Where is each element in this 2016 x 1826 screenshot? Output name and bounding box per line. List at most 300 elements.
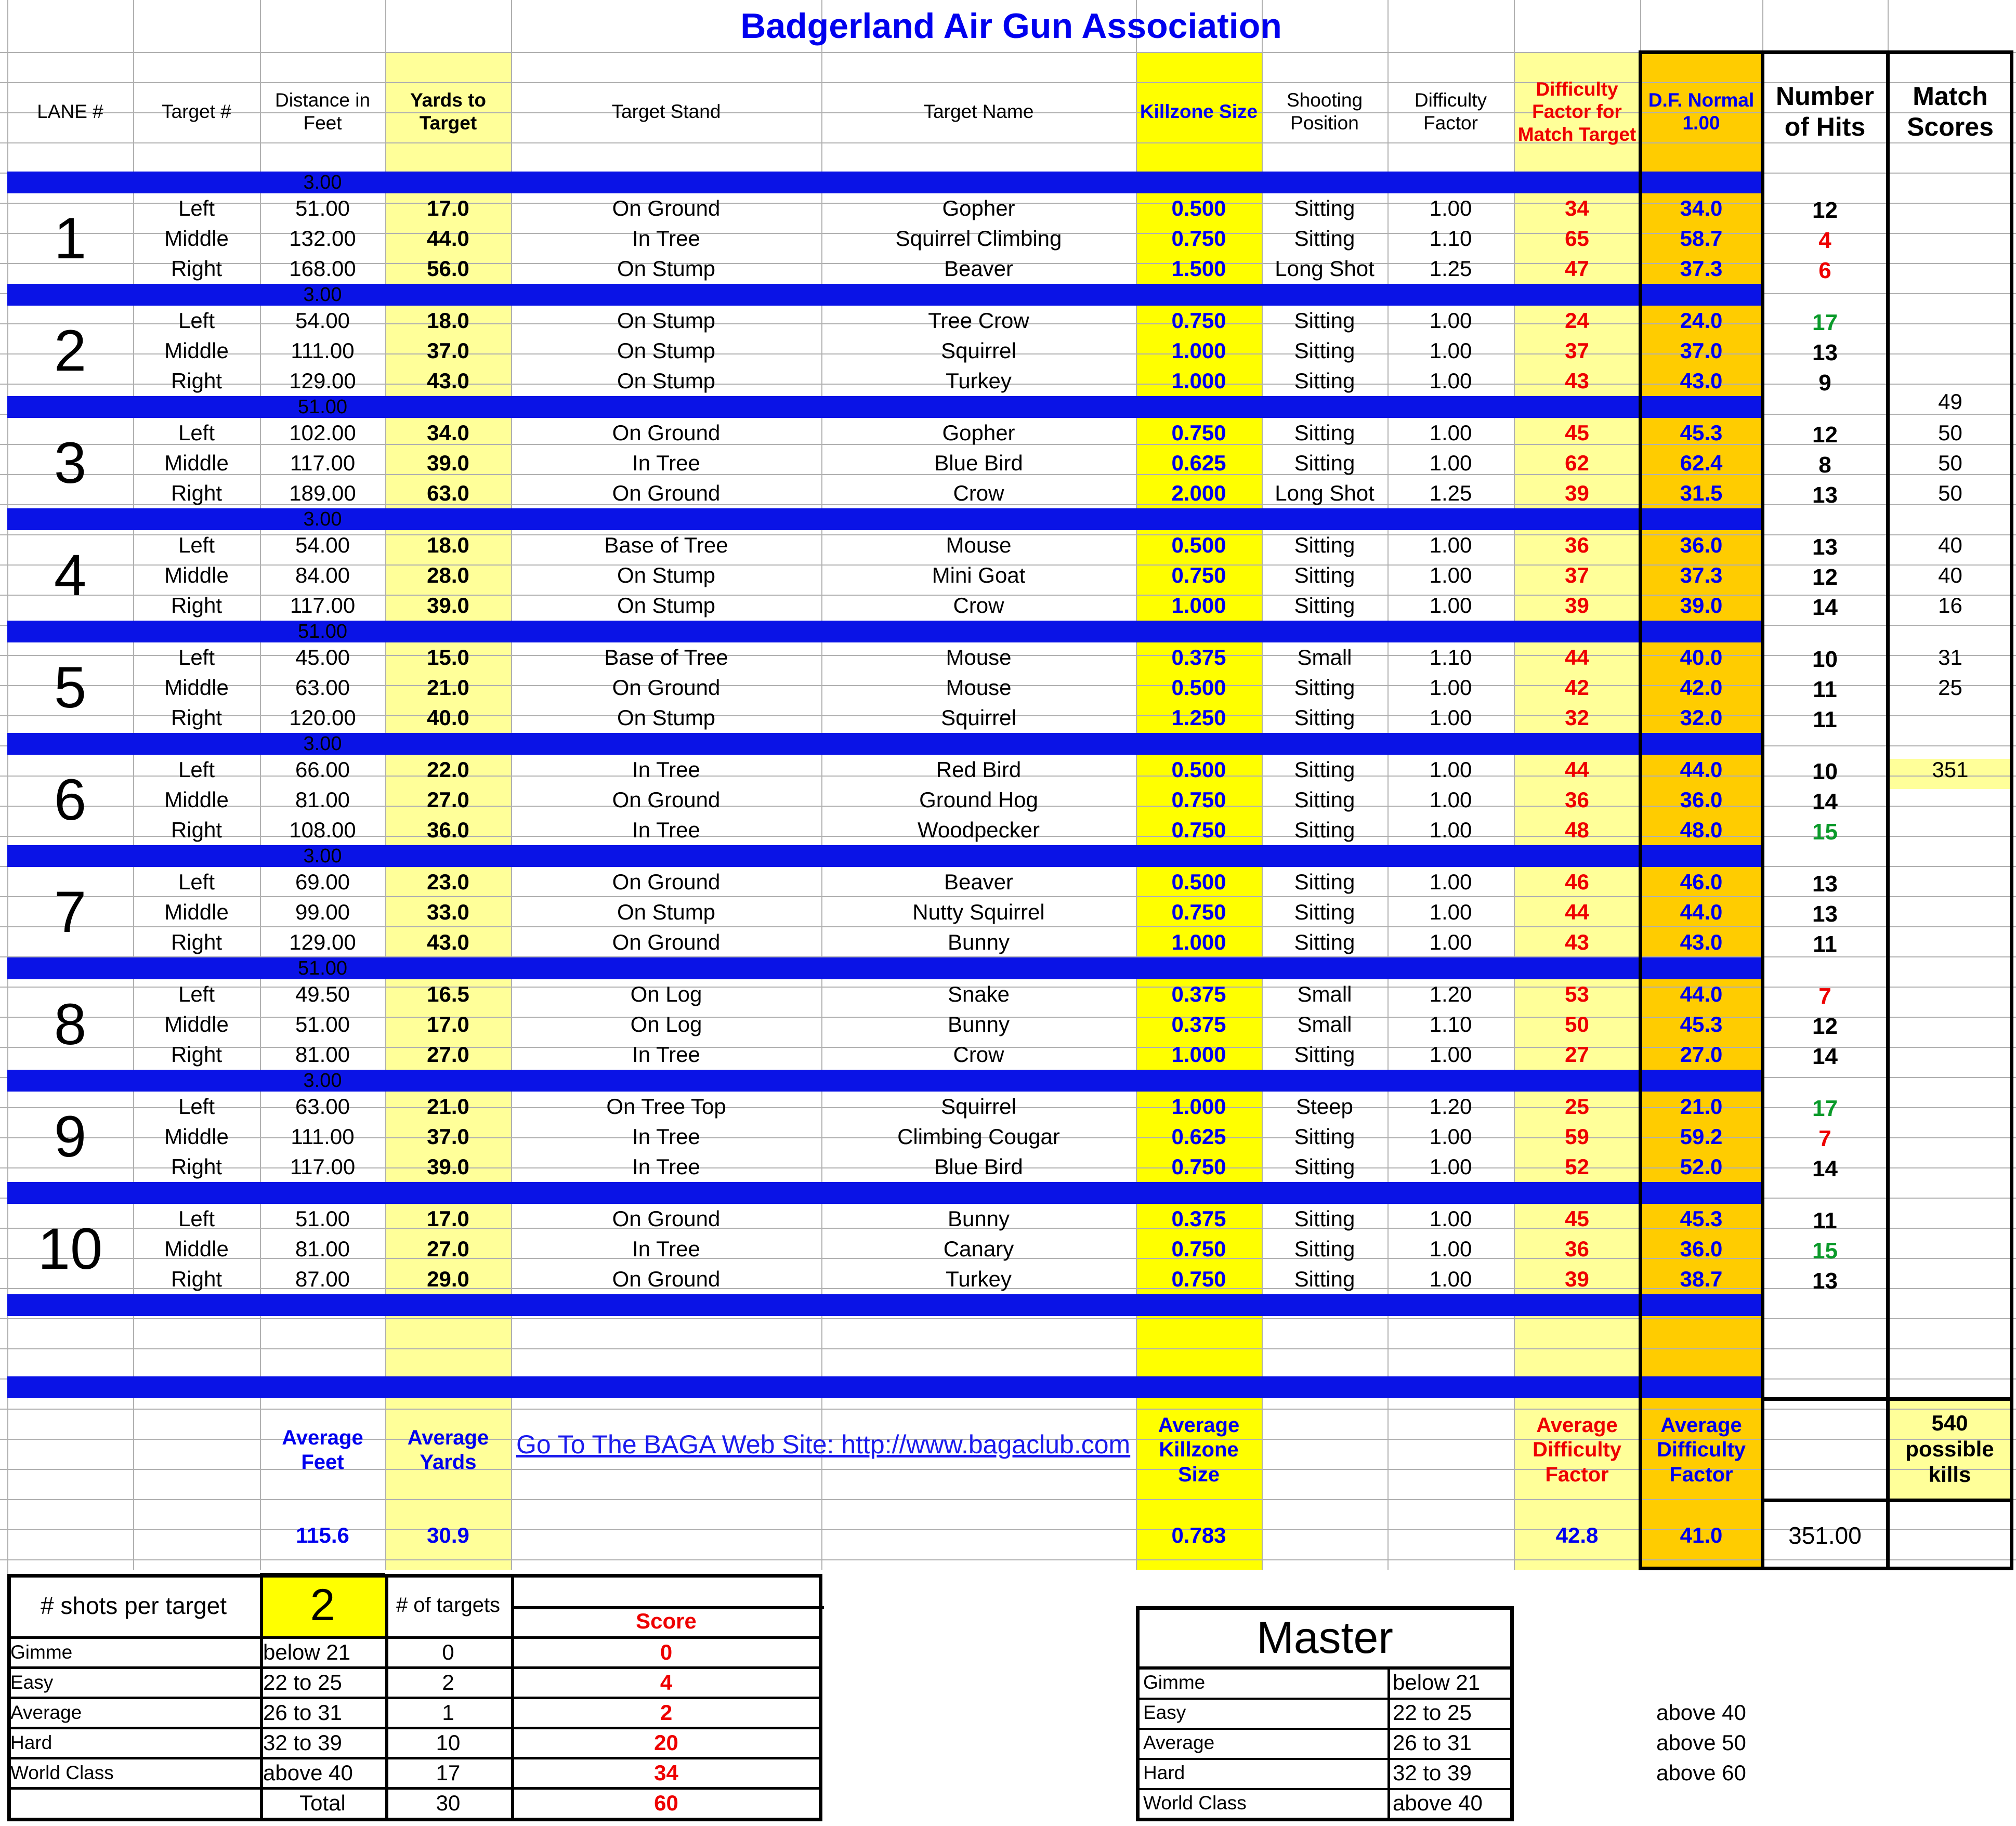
df-normal: 48.0	[1680, 818, 1723, 843]
df-match-target: 25	[1565, 1094, 1589, 1119]
killzone-size: 0.500	[1171, 533, 1226, 558]
top-border	[1639, 50, 2013, 54]
difficulty-factor: 1.00	[1429, 900, 1472, 925]
shooting-position: Sitting	[1294, 787, 1355, 812]
master-title: Master	[1256, 1613, 1393, 1663]
df-normal: 46.0	[1680, 870, 1723, 895]
yards-to-target: 43.0	[427, 930, 469, 955]
target-stand: On Ground	[612, 675, 721, 700]
average-killzone-label: Average Killzone Size	[1158, 1414, 1240, 1486]
target-count: 10	[436, 1730, 461, 1755]
shooting-position: Sitting	[1294, 308, 1355, 333]
number-of-hits: 17	[1812, 1096, 1838, 1122]
df-normal-border-right	[1761, 52, 1764, 1570]
difficulty-factor: 1.00	[1429, 369, 1472, 393]
target-stand: On Log	[630, 982, 702, 1007]
df-normal: 59.2	[1680, 1124, 1723, 1149]
average-yards-label: Average Yards	[407, 1426, 489, 1474]
lane-number: 6	[54, 767, 87, 832]
level-range: 22 to 25	[263, 1670, 342, 1695]
match-score: 50	[1938, 451, 1962, 476]
target-stand: In Tree	[632, 1237, 700, 1262]
header-difficulty: Difficulty Factor	[1414, 89, 1487, 134]
distance-feet: 45.00	[295, 645, 350, 670]
distance-feet: 63.00	[295, 675, 350, 700]
killzone-size: 0.500	[1171, 675, 1226, 700]
target-stand: On Log	[630, 1012, 702, 1037]
df-normal: 36.0	[1680, 1237, 1723, 1262]
number-of-hits: 17	[1812, 310, 1838, 336]
level-name: Average	[10, 1702, 82, 1724]
target-stand: On Stump	[617, 593, 716, 618]
target-position: Left	[178, 421, 215, 445]
df-normal: 36.0	[1680, 787, 1723, 812]
target-name: Tree Crow	[928, 308, 1029, 333]
shooting-position: Sitting	[1294, 338, 1355, 363]
target-name: Turkey	[946, 369, 1012, 393]
total-label: Total	[299, 1791, 346, 1816]
target-position: Middle	[164, 675, 229, 700]
level-range: below 21	[263, 1640, 351, 1665]
yards-to-target: 27.0	[427, 1237, 469, 1262]
killzone-size: 2.000	[1171, 481, 1226, 506]
header-df_match: Difficulty Factor for Match Target	[1517, 78, 1637, 145]
distance-feet: 99.00	[295, 900, 350, 925]
level-score: 4	[660, 1670, 673, 1695]
header-stand: Target Stand	[611, 101, 721, 123]
shooting-position: Sitting	[1294, 1206, 1355, 1231]
match-score: 31	[1938, 645, 1962, 670]
difficulty-factor: 1.00	[1429, 930, 1472, 955]
distance-feet: 84.00	[295, 563, 350, 588]
header-position: Shooting Position	[1286, 89, 1363, 134]
target-stand: On Stump	[617, 369, 716, 393]
killzone-size: 0.500	[1171, 757, 1226, 782]
targets-header: # of targets	[396, 1594, 501, 1617]
killzone-size: 0.750	[1171, 563, 1226, 588]
df-normal: 43.0	[1680, 930, 1723, 955]
difficulty-factor: 1.00	[1429, 1237, 1472, 1262]
df-match-target: 24	[1565, 308, 1589, 333]
target-position: Right	[171, 930, 222, 955]
target-position: Middle	[164, 1124, 229, 1149]
df-normal: 24.0	[1680, 308, 1723, 333]
df-match-target: 39	[1565, 481, 1589, 506]
match-score: 40	[1938, 563, 1962, 588]
target-stand: On Tree Top	[606, 1094, 726, 1119]
killzone-size: 1.000	[1171, 930, 1226, 955]
difficulty-factor: 1.00	[1429, 196, 1472, 221]
target-name: Canary	[943, 1237, 1014, 1262]
shooting-position: Sitting	[1294, 1237, 1355, 1262]
target-name: Squirrel	[941, 705, 1016, 730]
shooting-position: Sitting	[1294, 226, 1355, 251]
df-normal: 31.5	[1680, 481, 1723, 506]
band-value: 3.00	[303, 283, 342, 306]
number-of-hits: 12	[1812, 1014, 1838, 1040]
yards-to-target: 39.0	[427, 451, 469, 476]
difficulty-factor: 1.10	[1429, 1012, 1472, 1037]
target-position: Left	[178, 308, 215, 333]
target-stand: In Tree	[632, 1042, 700, 1067]
yards-to-target: 16.5	[427, 982, 469, 1007]
band-value: 3.00	[303, 508, 342, 530]
number-of-hits: 9	[1818, 370, 1831, 396]
target-count: 2	[442, 1670, 454, 1695]
band-value: 3.00	[303, 171, 342, 193]
master-range: 22 to 25	[1393, 1700, 1472, 1725]
target-stand: On Ground	[612, 930, 721, 955]
distance-feet: 117.00	[290, 451, 356, 476]
difficulty-factor: 1.10	[1429, 645, 1472, 670]
number-of-hits: 11	[1813, 677, 1837, 703]
average-df-normal-label: Average Difficulty Factor	[1656, 1414, 1746, 1486]
df-match-target: 53	[1565, 982, 1589, 1007]
target-stand: On Stump	[617, 308, 716, 333]
number-of-hits: 11	[1813, 931, 1837, 957]
difficulty-factor: 1.20	[1429, 1094, 1472, 1119]
scores-border-right	[2010, 52, 2013, 1570]
target-name: Gopher	[942, 196, 1015, 221]
number-of-hits: 13	[1812, 340, 1838, 366]
target-position: Middle	[164, 563, 229, 588]
yards-to-target: 43.0	[427, 369, 469, 393]
difficulty-factor: 1.00	[1429, 870, 1472, 895]
df-match-target: 36	[1565, 787, 1589, 812]
df-normal: 37.3	[1680, 563, 1723, 588]
band-value: 51.00	[297, 620, 348, 642]
shooting-position: Sitting	[1294, 533, 1355, 558]
target-position: Middle	[164, 1237, 229, 1262]
killzone-size: 0.750	[1171, 1267, 1226, 1292]
target-name: Squirrel Climbing	[895, 226, 1062, 251]
killzone-size: 0.750	[1171, 421, 1226, 445]
shooting-position: Sitting	[1294, 421, 1355, 445]
df-normal: 38.7	[1680, 1267, 1723, 1292]
killzone-size: 0.750	[1171, 818, 1226, 843]
target-stand: On Ground	[612, 870, 721, 895]
df-normal: 39.0	[1680, 593, 1723, 618]
target-stand: On Stump	[617, 338, 716, 363]
target-name: Mouse	[946, 675, 1012, 700]
yards-to-target: 56.0	[427, 256, 469, 281]
shooting-position: Sitting	[1294, 870, 1355, 895]
yards-to-target: 18.0	[427, 533, 469, 558]
target-name: Mini Goat	[932, 563, 1026, 588]
df-match-target: 42	[1565, 675, 1589, 700]
shooting-position: Sitting	[1294, 369, 1355, 393]
average-yards-value: 30.9	[427, 1523, 469, 1548]
df-normal: 34.0	[1680, 196, 1723, 221]
df-match-target: 43	[1565, 930, 1589, 955]
level-score: 20	[654, 1730, 678, 1755]
target-name: Crow	[953, 1042, 1004, 1067]
band-value: 3.00	[303, 1069, 342, 1092]
header-hits: Number of Hits	[1776, 82, 1874, 141]
band-score: 49	[1938, 389, 1962, 414]
target-position: Left	[178, 870, 215, 895]
yards-to-target: 44.0	[427, 226, 469, 251]
target-name: Snake	[947, 982, 1010, 1007]
number-of-hits: 13	[1812, 901, 1838, 927]
killzone-size: 0.375	[1171, 982, 1226, 1007]
number-of-hits: 14	[1812, 789, 1838, 815]
target-position: Right	[171, 256, 222, 281]
shooting-position: Sitting	[1294, 196, 1355, 221]
difficulty-factor: 1.00	[1429, 533, 1472, 558]
master-range: above 40	[1393, 1791, 1483, 1816]
shooting-position: Sitting	[1294, 757, 1355, 782]
average-df-match-value: 42.8	[1555, 1523, 1599, 1548]
possible-kills: 540 possible kills	[1905, 1411, 1994, 1487]
shooting-position: Sitting	[1294, 705, 1355, 730]
df-normal: 44.0	[1680, 982, 1723, 1007]
target-position: Right	[171, 818, 222, 843]
df-match-target: 27	[1565, 1042, 1589, 1067]
master-level: Gimme	[1143, 1672, 1206, 1693]
df-match-target: 62	[1565, 451, 1589, 476]
distance-feet: 54.00	[295, 308, 350, 333]
match-score: 351	[1932, 757, 1969, 782]
df-match-target: 39	[1565, 1267, 1589, 1292]
target-position: Left	[178, 1094, 215, 1119]
distance-feet: 117.00	[290, 593, 356, 618]
target-stand: On Stump	[617, 900, 716, 925]
killzone-size: 1.000	[1171, 338, 1226, 363]
df-normal: 32.0	[1680, 705, 1723, 730]
target-name: Red Bird	[936, 757, 1022, 782]
distance-feet: 51.00	[295, 196, 350, 221]
header-killzone: Killzone Size	[1140, 101, 1258, 123]
difficulty-factor: 1.00	[1429, 308, 1472, 333]
number-of-hits: 12	[1812, 422, 1838, 448]
target-name: Blue Bird	[934, 1154, 1023, 1179]
difficulty-factor: 1.00	[1429, 338, 1472, 363]
number-of-hits: 15	[1812, 819, 1838, 845]
target-name: Mouse	[946, 645, 1012, 670]
target-name: Woodpecker	[917, 818, 1040, 843]
distance-feet: 81.00	[295, 1237, 350, 1262]
distance-feet: 111.00	[291, 1124, 355, 1149]
level-score: 34	[654, 1761, 678, 1785]
df-match-target: 39	[1565, 593, 1589, 618]
number-of-hits: 14	[1812, 595, 1838, 621]
shooting-position: Sitting	[1294, 1154, 1355, 1179]
master-threshold: above 60	[1656, 1761, 1746, 1785]
header-scores: Match Scores	[1907, 82, 1994, 141]
yards-to-target: 17.0	[427, 1012, 469, 1037]
target-stand: In Tree	[632, 1124, 700, 1149]
df-match-target: 46	[1565, 870, 1589, 895]
number-of-hits: 11	[1813, 1208, 1837, 1234]
df-match-target: 45	[1565, 1206, 1589, 1231]
band-value: 3.00	[303, 845, 342, 867]
yards-to-target: 18.0	[427, 308, 469, 333]
number-of-hits: 11	[1813, 707, 1837, 733]
killzone-size: 0.500	[1171, 196, 1226, 221]
target-name: Mouse	[946, 533, 1012, 558]
target-position: Middle	[164, 451, 229, 476]
number-of-hits: 14	[1812, 1044, 1838, 1070]
df-match-target: 65	[1565, 226, 1589, 251]
target-stand: On Ground	[612, 1267, 721, 1292]
target-count: 0	[442, 1640, 454, 1665]
df-normal: 44.0	[1680, 757, 1723, 782]
shooting-position: Long Shot	[1275, 481, 1374, 506]
df-match-target: 37	[1565, 338, 1589, 363]
bagaclub-link[interactable]: Go To The BAGA Web Site: http://www.bagaclub.com	[516, 1430, 1131, 1459]
target-position: Middle	[164, 1012, 229, 1037]
yards-to-target: 17.0	[427, 196, 469, 221]
target-stand: On Stump	[617, 705, 716, 730]
difficulty-factor: 1.25	[1429, 481, 1472, 506]
total-score: 60	[654, 1791, 678, 1816]
yards-to-target: 22.0	[427, 757, 469, 782]
target-name: Beaver	[944, 870, 1014, 895]
target-stand: Base of Tree	[604, 533, 728, 558]
df-normal: 36.0	[1680, 533, 1723, 558]
target-stand: On Ground	[612, 787, 721, 812]
header-yards: Yards to Target	[410, 89, 486, 134]
master-range: below 21	[1393, 1670, 1481, 1695]
target-name: Squirrel	[941, 1094, 1016, 1119]
total-count: 30	[436, 1791, 461, 1816]
master-range: 32 to 39	[1393, 1761, 1472, 1785]
distance-feet: 81.00	[295, 787, 350, 812]
lane-number: 1	[54, 205, 87, 271]
target-stand: On Ground	[612, 1206, 721, 1231]
killzone-size: 0.625	[1171, 451, 1226, 476]
df-match-target: 44	[1565, 900, 1589, 925]
target-stand: On Ground	[612, 481, 721, 506]
number-of-hits: 6	[1818, 258, 1831, 284]
target-position: Left	[178, 533, 215, 558]
yards-to-target: 39.0	[427, 1154, 469, 1179]
target-name: Turkey	[946, 1267, 1012, 1292]
killzone-size: 0.375	[1171, 1012, 1226, 1037]
df-normal: 58.7	[1680, 226, 1723, 251]
df-normal-border-left	[1639, 52, 1642, 1570]
lane-number: 3	[54, 430, 87, 495]
shooting-position: Long Shot	[1275, 256, 1374, 281]
target-stand: On Stump	[617, 563, 716, 588]
hits-total: 351.00	[1788, 1521, 1862, 1549]
target-name: Nutty Squirrel	[912, 900, 1045, 925]
master-level: Easy	[1143, 1702, 1186, 1724]
difficulty-factor: 1.00	[1429, 421, 1472, 445]
distance-feet: 63.00	[295, 1094, 350, 1119]
killzone-size: 1.250	[1171, 705, 1226, 730]
level-score: 0	[660, 1640, 673, 1665]
distance-feet: 111.00	[291, 338, 355, 363]
lane-number: 7	[54, 879, 87, 944]
number-of-hits: 15	[1812, 1238, 1838, 1264]
header-target: Target #	[162, 101, 231, 123]
yards-to-target: 37.0	[427, 1124, 469, 1149]
target-position: Middle	[164, 900, 229, 925]
yards-to-target: 63.0	[427, 481, 469, 506]
grid-row-line	[0, 1318, 2016, 1319]
target-position: Right	[171, 593, 222, 618]
distance-feet: 132.00	[289, 226, 356, 251]
difficulty-factor: 1.00	[1429, 1124, 1472, 1149]
target-position: Right	[171, 369, 222, 393]
df-match-target: 37	[1565, 563, 1589, 588]
difficulty-factor: 1.00	[1429, 675, 1472, 700]
yards-to-target: 21.0	[427, 675, 469, 700]
target-name: Bunny	[947, 930, 1010, 955]
df-normal: 37.3	[1680, 256, 1723, 281]
sheet-title: Badgerland Air Gun Association	[740, 6, 1282, 46]
level-name: Easy	[10, 1672, 54, 1693]
df-normal: 62.4	[1680, 451, 1723, 476]
killzone-size: 1.000	[1171, 369, 1226, 393]
level-name: Gimme	[10, 1641, 73, 1663]
distance-feet: 87.00	[295, 1267, 350, 1292]
df-normal: 40.0	[1680, 645, 1723, 670]
df-normal: 21.0	[1680, 1094, 1723, 1119]
shooting-position: Small	[1297, 645, 1352, 670]
df-normal: 45.3	[1680, 421, 1723, 445]
difficulty-factor: 1.00	[1429, 593, 1472, 618]
match-score: 50	[1938, 421, 1962, 445]
shooting-position: Steep	[1296, 1094, 1353, 1119]
difficulty-factor: 1.25	[1429, 256, 1472, 281]
distance-feet: 102.00	[289, 421, 356, 445]
target-stand: In Tree	[632, 818, 700, 843]
shooting-position: Small	[1297, 1012, 1352, 1037]
target-name: Squirrel	[941, 338, 1016, 363]
distance-feet: 189.00	[289, 481, 356, 506]
shooting-position: Sitting	[1294, 930, 1355, 955]
lane-number: 8	[54, 991, 87, 1057]
difficulty-factor: 1.00	[1429, 757, 1472, 782]
target-stand: In Tree	[632, 1154, 700, 1179]
yards-to-target: 39.0	[427, 593, 469, 618]
lane-number: 2	[54, 318, 87, 383]
yards-to-target: 28.0	[427, 563, 469, 588]
number-of-hits: 7	[1818, 983, 1831, 1009]
distance-feet: 54.00	[295, 533, 350, 558]
df-normal: 44.0	[1680, 900, 1723, 925]
target-count: 1	[442, 1700, 454, 1725]
target-position: Right	[171, 1267, 222, 1292]
number-of-hits: 13	[1812, 482, 1838, 508]
df-match-target: 43	[1565, 369, 1589, 393]
target-position: Right	[171, 705, 222, 730]
match-score: 25	[1938, 675, 1962, 700]
band-value: 3.00	[303, 732, 342, 755]
lane-separator-band	[7, 1182, 1762, 1204]
df-match-target: 50	[1565, 1012, 1589, 1037]
df-normal: 27.0	[1680, 1042, 1723, 1067]
df-normal: 42.0	[1680, 675, 1723, 700]
lane-number: 5	[54, 654, 87, 720]
df-match-target: 47	[1565, 256, 1589, 281]
df-normal: 45.3	[1680, 1206, 1723, 1231]
target-stand: On Stump	[617, 256, 716, 281]
target-position: Right	[171, 1154, 222, 1179]
df-match-target: 48	[1565, 818, 1589, 843]
difficulty-factor: 1.00	[1429, 705, 1472, 730]
distance-feet: 120.00	[289, 705, 356, 730]
target-position: Right	[171, 481, 222, 506]
target-stand: Base of Tree	[604, 645, 728, 670]
target-position: Left	[178, 196, 215, 221]
shooting-position: Sitting	[1294, 1267, 1355, 1292]
match-score: 40	[1938, 533, 1962, 558]
df-match-target: 52	[1565, 1154, 1589, 1179]
